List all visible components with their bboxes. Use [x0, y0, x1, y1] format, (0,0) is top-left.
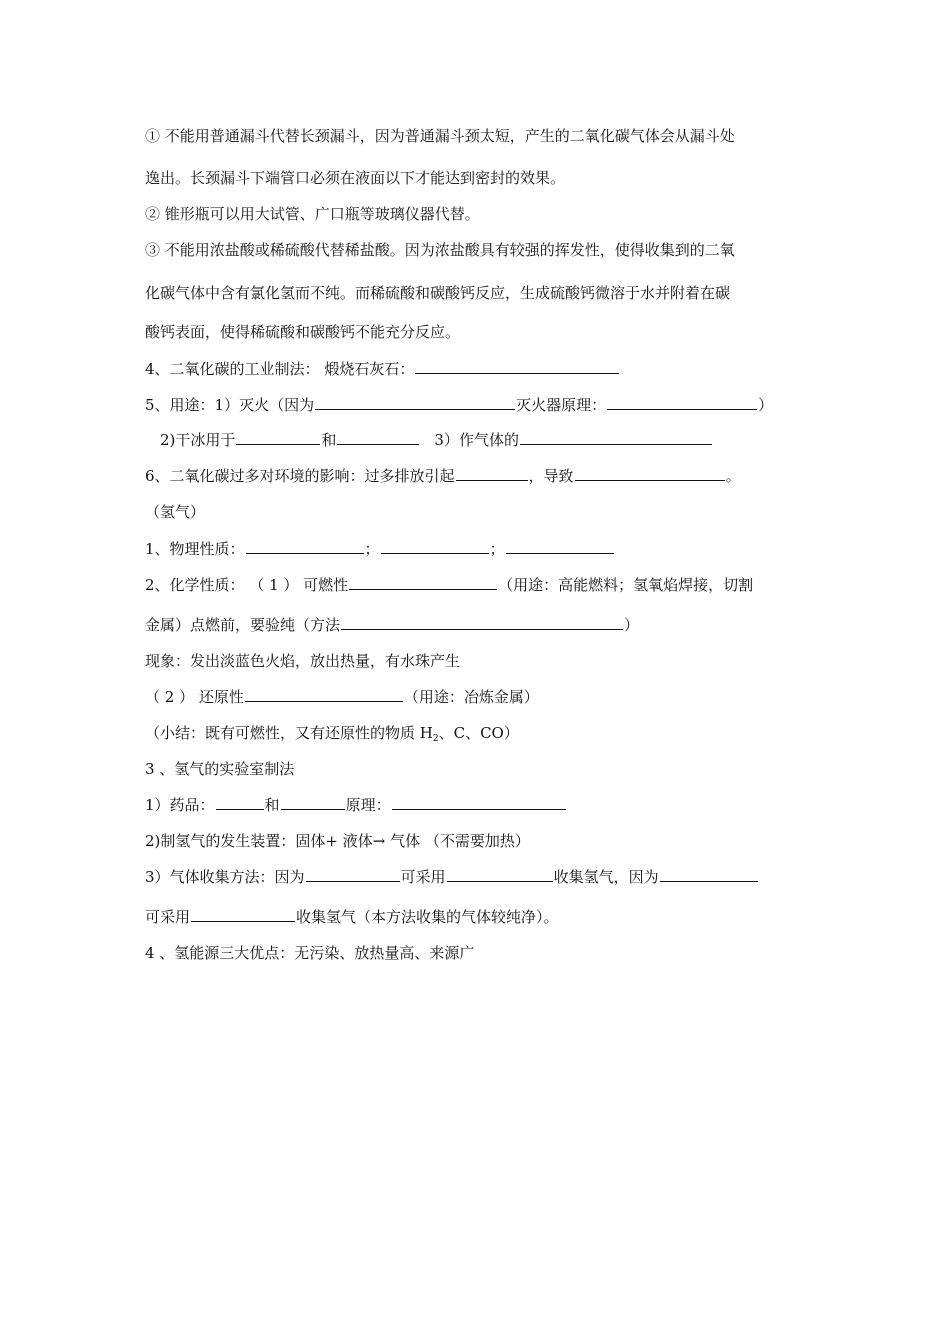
fill-blank[interactable]: [337, 430, 419, 445]
line-text: （ 2 ） 还原性: [145, 688, 244, 706]
line-text: ；: [364, 540, 380, 558]
text-line: [145, 466, 741, 486]
fill-blank[interactable]: [506, 539, 614, 554]
fill-blank[interactable]: [520, 430, 712, 445]
line-text: 2)干冰用于: [160, 431, 236, 449]
text-line: ② 锥形瓶可以用大试管、广口瓶等玻璃仪器代替。: [145, 205, 480, 223]
text-line: ③ 不能用浓盐酸或稀硫酸代替稀盐酸。因为浓盐酸具有较强的挥发性，使得收集到的二氧: [145, 241, 735, 259]
text-line: [145, 539, 615, 559]
subscript: 2: [432, 734, 439, 744]
fill-blank[interactable]: [381, 539, 489, 554]
text-line: 酸钙表面，使得稀硫酸和碳酸钙不能充分反应。: [145, 323, 461, 341]
line-text: ，导致: [528, 467, 574, 485]
fill-blank[interactable]: [607, 395, 757, 410]
fill-blank[interactable]: [447, 867, 553, 882]
fill-blank[interactable]: [456, 466, 528, 481]
fill-blank[interactable]: [281, 795, 345, 810]
fill-blank[interactable]: [236, 430, 320, 445]
text-line: 逸出。长颈漏斗下端管口必须在液面以下才能达到密封的效果。: [145, 169, 566, 187]
line-text: ）: [624, 616, 640, 634]
line-text: 5、用途：1）灭火（因为: [145, 396, 315, 414]
text-line: [145, 795, 567, 815]
line-text: （用途：冶炼金属）: [403, 688, 539, 706]
fill-blank[interactable]: [349, 575, 497, 590]
line-text: 可采用: [400, 868, 446, 886]
text-line: [145, 907, 559, 927]
line-text: 收集氢气（本方法收集的气体较纯净）。: [296, 908, 559, 926]
line-text: 原理：: [345, 796, 391, 814]
fill-blank[interactable]: [216, 795, 264, 810]
line-text: 3）气体收集方法：因为: [145, 868, 305, 886]
text-line: 4 、氢能源三大优点：无污染、放热量高、来源广: [145, 944, 475, 962]
text-line: ① 不能用普通漏斗代替长颈漏斗，因为普通漏斗颈太短，产生的二氧化碳气体会从漏斗处: [145, 127, 735, 145]
line-text: 6、二氧化碳过多对环境的影响：过多排放引起: [145, 467, 455, 485]
fill-blank[interactable]: [392, 795, 566, 810]
line-text: 收集氢气，因为: [553, 868, 659, 886]
line-text: （用途：高能燃料；氢氧焰焊接，切割: [498, 576, 754, 594]
fill-blank[interactable]: [575, 466, 725, 481]
line-text: （小结：既有可燃性，又有还原性的物质 H: [145, 724, 433, 742]
line-text: 可采用: [145, 908, 191, 926]
line-text: 4、二氧化碳的工业制法： 煅烧石灰石：: [145, 360, 415, 378]
fill-blank[interactable]: [306, 867, 400, 882]
line-text: 和: [264, 796, 280, 814]
line-text: 1、物理性质：: [145, 540, 245, 558]
text-line: [145, 575, 753, 595]
section-heading: （氢气）: [145, 503, 206, 521]
fill-blank[interactable]: [415, 359, 619, 374]
text-line: [145, 615, 639, 635]
text-line: [145, 723, 519, 749]
text-line: [145, 687, 539, 707]
text-line: [145, 867, 759, 887]
line-text: 3）作气体的: [434, 431, 519, 449]
fill-blank[interactable]: [245, 687, 403, 702]
line-text: 、C、CO）: [438, 724, 519, 742]
text-line: [160, 430, 713, 450]
line-text: 2、化学性质： （ 1 ） 可燃性: [145, 576, 349, 594]
fill-blank[interactable]: [315, 395, 515, 410]
fill-blank[interactable]: [191, 907, 295, 922]
line-text: 1）药品：: [145, 796, 215, 814]
line-text: 和: [321, 431, 337, 449]
text-line: 化碳气体中含有氯化氢而不纯。而稀硫酸和碳酸钙反应，生成硫酸钙微溶于水并附着在碳: [145, 284, 731, 302]
line-text: ；: [489, 540, 505, 558]
text-line: [145, 395, 773, 415]
text-line: 2)制氢气的发生装置：固体+ 液体→ 气体 （不需要加热）: [145, 832, 530, 850]
fill-blank[interactable]: [246, 539, 364, 554]
line-text: 灭火器原理：: [516, 396, 607, 414]
line-text: 。: [725, 467, 741, 485]
fill-blank[interactable]: [660, 867, 758, 882]
text-line: 现象：发出淡蓝色火焰，放出热量，有水珠产生: [145, 652, 461, 670]
text-line: [145, 359, 620, 379]
fill-blank[interactable]: [341, 615, 623, 630]
section-heading: 3 、氢气的实验室制法: [145, 760, 295, 778]
line-text: 金属）点燃前，要验纯（方法: [145, 616, 341, 634]
line-text: ）: [758, 396, 774, 414]
